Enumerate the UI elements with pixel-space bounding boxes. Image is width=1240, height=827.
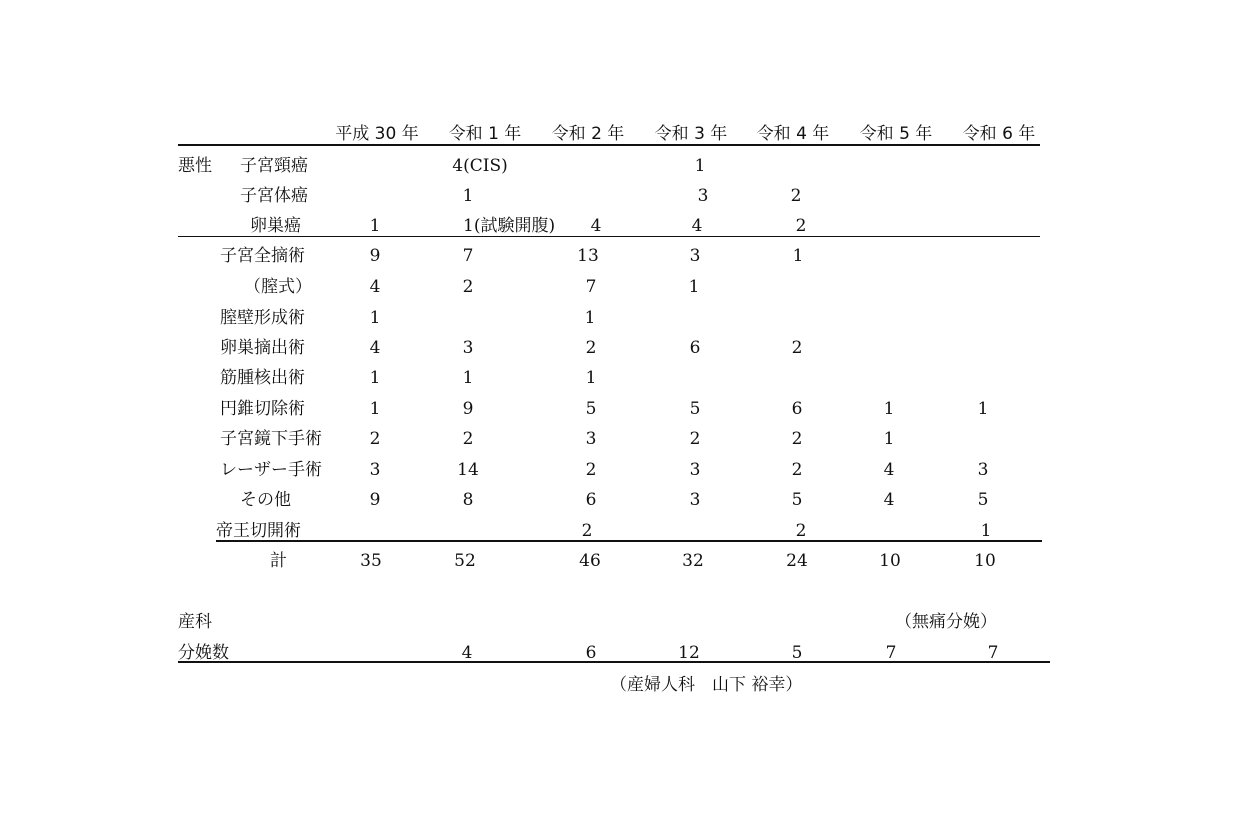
table-cell: 1: [585, 368, 597, 388]
table-cell: 2: [585, 460, 597, 480]
table-cell: 3: [689, 490, 701, 510]
bottom-rule: [178, 661, 1050, 663]
total-cell: 10: [974, 551, 996, 571]
row-label: 円錐切除術: [220, 399, 305, 419]
table-cell: 7: [585, 277, 597, 297]
table-cell: 1(試験開腹): [463, 216, 556, 236]
table-cell: 7: [462, 246, 474, 266]
column-header: 令和 3 年: [654, 124, 728, 144]
table-cell: 4: [369, 338, 381, 358]
column-header: 令和 6 年: [962, 124, 1036, 144]
table-cell: 9: [369, 246, 381, 266]
table-cell: 1: [883, 399, 895, 419]
table-cell: 5: [689, 399, 701, 419]
table-cell: 4: [590, 216, 602, 236]
table-cell: 14: [457, 460, 479, 480]
table-cell: 1: [369, 216, 381, 236]
table-cell: 2: [791, 338, 803, 358]
column-header: 令和 2 年: [551, 124, 625, 144]
total-cell: 10: [879, 551, 901, 571]
table-cell: 1: [977, 399, 989, 419]
table-cell: 1: [688, 277, 700, 297]
table-cell: 3: [697, 186, 709, 206]
table-cell: 4: [883, 490, 895, 510]
table-cell: 3: [369, 460, 381, 480]
table-cell: 1: [980, 521, 992, 541]
table-cell: 3: [585, 429, 597, 449]
table-cell: 4: [691, 216, 703, 236]
table-cell: 13: [577, 246, 599, 266]
table-cell: 2: [581, 521, 593, 541]
table-cell: 2: [791, 460, 803, 480]
table-cell: 3: [689, 246, 701, 266]
table-cell: 4(CIS): [452, 156, 508, 176]
table-cell: 1: [369, 399, 381, 419]
table-cell: 5: [791, 490, 803, 510]
table-cell: 6: [689, 338, 701, 358]
row-label: 膣壁形成術: [220, 308, 305, 328]
total-label: 計: [270, 551, 287, 571]
table-cell: 1: [462, 186, 474, 206]
total-cell: 52: [454, 551, 476, 571]
deliveries-cell: 5: [791, 643, 803, 663]
table-cell: 2: [689, 429, 701, 449]
table-cell: 1: [369, 308, 381, 328]
row-label: （膣式）: [244, 277, 312, 297]
row-label: 帝王切開術: [216, 521, 301, 541]
table-cell: 2: [369, 429, 381, 449]
column-header: 令和 4 年: [756, 124, 830, 144]
row-label: 筋腫核出術: [220, 368, 305, 388]
row-label: 卵巣癌: [250, 216, 301, 236]
table-cell: 8: [462, 490, 474, 510]
total-cell: 46: [579, 551, 601, 571]
table-cell: 3: [689, 460, 701, 480]
table-cell: 2: [795, 521, 807, 541]
deliveries-cell: 6: [585, 643, 597, 663]
obstetrics-section-label: 産科: [178, 612, 212, 632]
table-cell: 3: [462, 338, 474, 358]
table-cell: 2: [462, 429, 474, 449]
malignant-group-label: 悪性: [178, 156, 212, 176]
deliveries-label: 分娩数: [178, 643, 229, 663]
table-cell: 1: [462, 368, 474, 388]
row-label: レーザー手術: [220, 460, 322, 480]
table-cell: 1: [792, 246, 804, 266]
table-cell: 2: [795, 216, 807, 236]
row-label: その他: [240, 490, 291, 510]
deliveries-cell: 4: [461, 643, 473, 663]
row-label: 卵巣摘出術: [220, 338, 305, 358]
table-cell: 1: [369, 368, 381, 388]
table-cell: 4: [369, 277, 381, 297]
total-cell: 24: [786, 551, 808, 571]
total-cell: 35: [360, 551, 382, 571]
author-credit: （産婦人科 山下 裕幸）: [610, 675, 803, 695]
row-label: 子宮全摘術: [220, 246, 305, 266]
column-header: 令和 1 年: [448, 124, 522, 144]
table-cell: 5: [585, 399, 597, 419]
table-cell: 6: [791, 399, 803, 419]
column-header: 平成 30 年: [335, 124, 419, 144]
row-label: 子宮頸癌: [240, 156, 308, 176]
table-cell: 5: [977, 490, 989, 510]
total-rule: [216, 540, 1042, 542]
table-cell: 1: [694, 156, 706, 176]
table-cell: 6: [585, 490, 597, 510]
deliveries-cell: 7: [885, 643, 897, 663]
deliveries-cell: 12: [678, 643, 700, 663]
deliveries-cell: 7: [987, 643, 999, 663]
table-cell: 2: [462, 277, 474, 297]
table-cell: 4: [883, 460, 895, 480]
total-cell: 32: [682, 551, 704, 571]
row-label: 子宮鏡下手術: [220, 429, 322, 449]
table-cell: 1: [883, 429, 895, 449]
table-cell: 2: [585, 338, 597, 358]
row-label: 子宮体癌: [240, 186, 308, 206]
column-header: 令和 5 年: [859, 124, 933, 144]
painless-delivery-note: （無痛分娩）: [895, 612, 997, 632]
header-rule: [178, 144, 1040, 146]
table-cell: 9: [369, 490, 381, 510]
table-cell: 2: [791, 429, 803, 449]
section-rule: [178, 236, 1040, 237]
table-cell: 9: [462, 399, 474, 419]
table-cell: 3: [977, 460, 989, 480]
table-cell: 2: [790, 186, 802, 206]
table-cell: 1: [584, 308, 596, 328]
